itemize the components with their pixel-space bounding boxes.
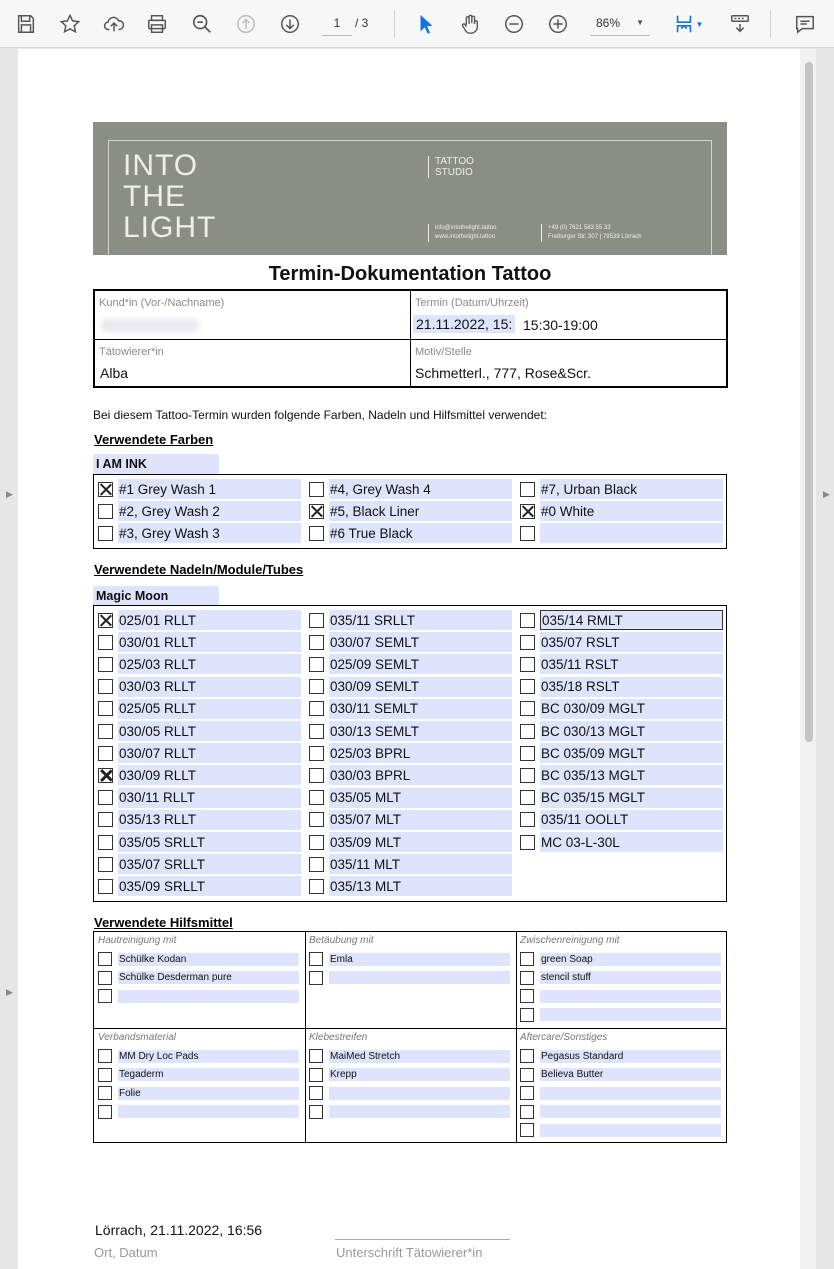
color-item[interactable] [520, 479, 723, 499]
aids-item[interactable] [520, 970, 721, 986]
needle-item[interactable] [309, 721, 512, 741]
needle-label[interactable]: 025/03 RLLT [118, 654, 301, 674]
aids-item-label[interactable]: stencil stuff [540, 971, 721, 984]
needle-checkbox[interactable] [309, 701, 324, 716]
color-checkbox[interactable] [309, 526, 324, 541]
aids-item[interactable] [520, 1007, 721, 1023]
needle-checkbox[interactable] [520, 701, 535, 716]
next-page-icon[interactable] [274, 8, 306, 40]
toolbar-divider [394, 10, 395, 38]
needle-label[interactable]: 025/09 SEMLT [329, 654, 512, 674]
zoom-out-icon[interactable] [498, 8, 530, 40]
aids-checkbox[interactable] [520, 1086, 534, 1100]
aids-item-label[interactable]: Emla [329, 953, 510, 966]
aids-item-label[interactable]: MaiMed Stretch [329, 1050, 510, 1063]
needle-checkbox[interactable] [309, 812, 324, 827]
aids-item[interactable] [98, 1085, 299, 1101]
aids-checkbox[interactable] [98, 952, 112, 966]
needles-section-title: Verwendete Nadeln/Module/Tubes [94, 562, 304, 577]
needle-item[interactable] [98, 832, 301, 852]
artist-label: Tätowierer*in [99, 346, 164, 358]
needle-label[interactable]: 035/11 SRLLT [329, 610, 512, 630]
appointment-info-table [93, 289, 728, 388]
needle-label[interactable]: 030/09 SEMLT [329, 677, 512, 697]
zoom-search-icon[interactable] [186, 8, 218, 40]
aids-item-label[interactable] [329, 1087, 510, 1100]
needle-checkbox[interactable] [520, 635, 535, 650]
color-label[interactable]: #6 True Black [329, 523, 512, 543]
needle-item[interactable] [309, 632, 512, 652]
needle-checkbox[interactable] [520, 790, 535, 805]
aids-item-label[interactable]: Schülke Desderman pure [118, 971, 299, 984]
aids-item[interactable] [98, 988, 299, 1004]
needle-item[interactable] [309, 810, 512, 830]
aids-checkbox[interactable] [309, 1068, 323, 1082]
needle-item[interactable] [309, 876, 512, 896]
needle-label[interactable]: 035/07 SRLLT [118, 854, 301, 874]
needle-item[interactable] [98, 699, 301, 719]
needle-checkbox[interactable] [309, 613, 324, 628]
place-date-label: Ort, Datum [94, 1245, 158, 1260]
previous-page-icon[interactable] [230, 8, 262, 40]
needle-label[interactable]: 035/13 RLLT [118, 810, 301, 830]
color-checkbox[interactable] [98, 504, 113, 519]
pdf-page [18, 49, 800, 1269]
color-item[interactable] [98, 479, 301, 499]
motif-cell[interactable] [411, 340, 726, 386]
color-item[interactable] [309, 479, 512, 499]
needle-item[interactable] [309, 765, 512, 785]
needle-label[interactable]: 030/11 SEMLT [329, 699, 512, 719]
needle-checkbox[interactable] [520, 679, 535, 694]
needle-item[interactable] [520, 743, 723, 763]
color-label[interactable]: #1 Grey Wash 1 [118, 479, 301, 499]
color-checkbox[interactable] [309, 504, 324, 519]
needle-item[interactable] [309, 743, 512, 763]
needle-item[interactable] [520, 810, 723, 830]
needle-item[interactable] [309, 677, 512, 697]
needle-checkbox[interactable] [98, 701, 113, 716]
needle-checkbox[interactable] [98, 857, 113, 872]
needle-item[interactable] [520, 788, 723, 808]
needle-checkbox[interactable] [309, 724, 324, 739]
needle-label[interactable]: 030/05 RLLT [118, 721, 301, 741]
needle-label[interactable]: 030/03 BPRL [329, 765, 512, 785]
aids-item[interactable] [98, 970, 299, 986]
needle-item[interactable] [309, 788, 512, 808]
needle-item[interactable] [309, 854, 512, 874]
needle-checkbox[interactable] [98, 679, 113, 694]
aids-item-label[interactable] [329, 1105, 510, 1118]
aids-checkbox[interactable] [98, 1086, 112, 1100]
select-cursor-icon[interactable] [410, 8, 442, 40]
client-name-cell[interactable] [95, 291, 410, 339]
fit-page-icon[interactable] [668, 8, 708, 40]
needle-item[interactable] [98, 721, 301, 741]
needle-label[interactable]: BC 030/09 MGLT [540, 699, 723, 719]
needle-item[interactable] [520, 677, 723, 697]
aids-checkbox[interactable] [98, 1068, 112, 1082]
save-icon[interactable] [10, 8, 42, 40]
needle-label[interactable]: 025/05 RLLT [118, 699, 301, 719]
aids-divider [305, 931, 306, 1143]
aids-item[interactable] [98, 1048, 299, 1064]
color-label[interactable]: #7, Urban Black [540, 479, 723, 499]
aids-group-label: Hautreinigung mit [98, 935, 177, 946]
aids-checkbox[interactable] [520, 1049, 534, 1063]
appointment-cell[interactable] [411, 291, 726, 339]
needle-item[interactable] [309, 699, 512, 719]
aids-item-label[interactable]: Krepp [329, 1068, 510, 1081]
needle-checkbox[interactable] [98, 657, 113, 672]
scroll-mode-icon[interactable] [724, 8, 756, 40]
needle-label[interactable]: 035/11 MLT [329, 854, 512, 874]
aids-item[interactable] [520, 1048, 721, 1064]
needle-label[interactable]: 035/05 SRLLT [118, 832, 301, 852]
needle-item[interactable] [98, 610, 301, 630]
expand-left-panel-icon[interactable]: ▶ [6, 987, 13, 997]
needle-checkbox[interactable] [520, 657, 535, 672]
toolbar-divider [770, 10, 771, 38]
needle-checkbox[interactable] [98, 746, 113, 761]
aids-item-label[interactable] [118, 1105, 299, 1118]
needle-item[interactable] [98, 654, 301, 674]
color-checkbox[interactable] [309, 482, 324, 497]
studio-tagline: TATTOO STUDIO [428, 156, 474, 178]
needle-item[interactable] [98, 632, 301, 652]
aids-item[interactable] [309, 970, 510, 986]
aids-group-label: Klebestreifen [309, 1032, 368, 1043]
needle-label[interactable]: 025/03 BPRL [329, 743, 512, 763]
color-item[interactable] [520, 501, 723, 521]
needle-checkbox[interactable] [98, 724, 113, 739]
needle-item[interactable] [520, 632, 723, 652]
needle-label[interactable]: 035/14 RMLT [540, 610, 723, 630]
needle-checkbox[interactable] [309, 879, 324, 894]
needle-label[interactable]: 030/09 RLLT [118, 765, 301, 785]
color-item[interactable] [98, 501, 301, 521]
aids-checkbox[interactable] [309, 1086, 323, 1100]
color-label[interactable]: #5, Black Liner [329, 501, 512, 521]
color-label[interactable]: #4, Grey Wash 4 [329, 479, 512, 499]
color-label[interactable]: #0 White [540, 501, 723, 521]
needle-item[interactable] [309, 654, 512, 674]
needle-item[interactable] [98, 765, 301, 785]
needle-checkbox[interactable] [520, 724, 535, 739]
needle-item[interactable] [520, 654, 723, 674]
needle-checkbox[interactable] [309, 746, 324, 761]
aids-item[interactable] [98, 1067, 299, 1083]
aids-item[interactable] [520, 1122, 721, 1138]
aids-item[interactable] [520, 1067, 721, 1083]
aids-item-label[interactable]: MM Dry Loc Pads [118, 1050, 299, 1063]
needle-label[interactable]: 035/11 RSLT [540, 654, 723, 674]
needle-label[interactable]: 035/05 MLT [329, 788, 512, 808]
needle-item[interactable] [98, 876, 301, 896]
color-checkbox[interactable] [98, 482, 113, 497]
needle-checkbox[interactable] [98, 790, 113, 805]
needle-label[interactable]: BC 035/13 MGLT [540, 765, 723, 785]
aids-item-label[interactable]: Believa Butter [540, 1068, 721, 1081]
intro-text: Bei diesem Tattoo-Termin wurden folgende Farben, Nadeln und Hilfsmittel verwendet: [93, 408, 548, 422]
page-number-input[interactable] [322, 10, 352, 36]
contact-address: +49 (0) 7621 583 55 33 Freiburger Str. 307 | 79539 Lörrach [541, 224, 642, 242]
signature-line [335, 1239, 510, 1240]
toolbar [0, 0, 834, 48]
contact-web: info@intothelight.tattoo www.intothelight.tattoo [428, 224, 496, 242]
left-panel-gutter [0, 49, 18, 1269]
client-name-redacted [101, 319, 199, 332]
document-title: Termin-Dokumentation Tattoo [268, 263, 552, 285]
color-item[interactable] [520, 523, 723, 543]
aids-item[interactable] [98, 951, 299, 967]
aids-item[interactable] [520, 988, 721, 1004]
aids-item-label[interactable] [540, 1105, 721, 1118]
aids-checkbox[interactable] [520, 1105, 534, 1119]
expand-right-panel-icon[interactable]: ▶ [823, 489, 830, 499]
aids-item-label[interactable]: green Soap [540, 953, 721, 966]
aids-item[interactable] [309, 1085, 510, 1101]
aids-item-label[interactable] [329, 971, 510, 984]
scrollbar-thumb[interactable] [805, 62, 813, 742]
needle-label[interactable]: 030/07 SEMLT [329, 632, 512, 652]
needle-label[interactable]: 030/03 RLLT [118, 677, 301, 697]
aids-checkbox[interactable] [520, 1008, 534, 1022]
needle-checkbox[interactable] [520, 613, 535, 628]
right-panel-gutter [816, 49, 834, 1269]
needle-item[interactable] [520, 832, 723, 852]
aids-checkbox[interactable] [520, 952, 534, 966]
needle-label[interactable]: 035/09 MLT [329, 832, 512, 852]
client-name-label: Kund*in (Vor-/Nachname) [99, 297, 225, 309]
needle-label[interactable]: 030/01 RLLT [118, 632, 301, 652]
color-item[interactable] [98, 523, 301, 543]
color-item[interactable] [309, 501, 512, 521]
appointment-time-field[interactable]: 15:30-19:00 [523, 317, 598, 333]
needle-checkbox[interactable] [98, 613, 113, 628]
print-icon[interactable] [141, 8, 173, 40]
color-label[interactable] [540, 523, 723, 543]
colors-brand: I AM INK [93, 454, 219, 474]
needle-checkbox[interactable] [98, 835, 113, 850]
needle-checkbox[interactable] [520, 812, 535, 827]
needle-checkbox[interactable] [98, 812, 113, 827]
needle-checkbox[interactable] [98, 768, 113, 783]
aids-group-label: Aftercare/Sonstiges [520, 1032, 608, 1043]
needle-label[interactable]: 030/07 RLLT [118, 743, 301, 763]
needle-checkbox[interactable] [520, 768, 535, 783]
needle-item[interactable] [520, 765, 723, 785]
color-checkbox[interactable] [520, 504, 535, 519]
aids-item-label[interactable] [118, 990, 299, 1003]
motif-label: Motiv/Stelle [415, 346, 472, 358]
color-checkbox[interactable] [520, 526, 535, 541]
colors-section-title: Verwendete Farben [94, 432, 214, 447]
needle-checkbox[interactable] [520, 835, 535, 850]
aids-group-label: Betäubung mit [309, 935, 374, 946]
aids-item[interactable] [309, 1067, 510, 1083]
color-checkbox[interactable] [520, 482, 535, 497]
page-total: / 3 [355, 16, 369, 30]
appointment-label: Termin (Datum/Uhrzeit) [415, 297, 529, 309]
needle-label[interactable]: MC 03-L-30L [540, 832, 723, 852]
needle-checkbox[interactable] [98, 635, 113, 650]
needle-label[interactable]: 025/01 RLLT [118, 610, 301, 630]
needle-label[interactable]: 030/13 SEMLT [329, 721, 512, 741]
aids-item[interactable] [520, 951, 721, 967]
needle-label[interactable]: 035/18 RSLT [540, 677, 723, 697]
needle-item[interactable] [309, 832, 512, 852]
color-item[interactable] [309, 523, 512, 543]
aids-item[interactable] [309, 951, 510, 967]
needle-label[interactable]: 030/11 RLLT [118, 788, 301, 808]
needle-checkbox[interactable] [309, 635, 324, 650]
aids-checkbox[interactable] [309, 952, 323, 966]
zoom-in-icon[interactable] [542, 8, 574, 40]
color-checkbox[interactable] [98, 526, 113, 541]
aids-checkbox[interactable] [309, 1105, 323, 1119]
aids-item-label[interactable] [540, 1008, 721, 1021]
aids-item-label[interactable] [540, 1124, 721, 1137]
needle-checkbox[interactable] [309, 790, 324, 805]
aids-checkbox[interactable] [98, 989, 112, 1003]
zoom-level-value: 86% [596, 15, 621, 30]
needles-brand: Magic Moon [93, 586, 219, 606]
needle-item[interactable] [98, 677, 301, 697]
aids-item[interactable] [520, 1085, 721, 1101]
studio-banner [93, 122, 727, 255]
needle-checkbox[interactable] [98, 879, 113, 894]
needle-label[interactable]: BC 035/09 MGLT [540, 743, 723, 763]
expand-left-panel-icon[interactable]: ▶ [6, 489, 13, 499]
aids-checkbox[interactable] [520, 1123, 534, 1137]
needle-checkbox[interactable] [309, 679, 324, 694]
appointment-date-field[interactable]: 21.11.2022, 15: [413, 315, 515, 333]
needle-label[interactable]: BC 035/15 MGLT [540, 788, 723, 808]
needle-checkbox[interactable] [309, 768, 324, 783]
needle-checkbox[interactable] [309, 835, 324, 850]
aids-item-label[interactable]: Schülke Kodan [118, 953, 299, 966]
aids-item-label[interactable] [540, 990, 721, 1003]
needle-item[interactable] [520, 721, 723, 741]
needle-checkbox[interactable] [309, 657, 324, 672]
aids-checkbox[interactable] [520, 989, 534, 1003]
needle-label[interactable]: 035/09 SRLLT [118, 876, 301, 896]
bookmark-star-icon[interactable] [54, 8, 86, 40]
needle-checkbox[interactable] [520, 746, 535, 761]
needle-label[interactable]: 035/13 MLT [329, 876, 512, 896]
needle-item[interactable] [520, 610, 723, 630]
aids-checkbox[interactable] [98, 1105, 112, 1119]
aids-item[interactable] [309, 1104, 510, 1120]
aids-group-label: Verbandsmaterial [98, 1032, 177, 1043]
comment-icon[interactable] [789, 8, 821, 40]
needle-item[interactable] [309, 610, 512, 630]
signature-label: Unterschrift Tätowierer*in [336, 1245, 483, 1260]
aids-checkbox[interactable] [520, 971, 534, 985]
upload-cloud-icon[interactable] [98, 8, 130, 40]
needle-label[interactable]: 035/07 MLT [329, 810, 512, 830]
needle-label[interactable]: 035/11 OOLLT [540, 810, 723, 830]
artist-cell[interactable] [95, 340, 410, 386]
needle-label[interactable]: BC 030/13 MGLT [540, 721, 723, 741]
zoom-level-select[interactable] [590, 10, 650, 36]
aids-item[interactable] [520, 1104, 721, 1120]
aids-divider [516, 931, 517, 1143]
aids-item-label[interactable] [540, 1087, 721, 1100]
needle-item[interactable] [98, 810, 301, 830]
needle-item[interactable] [98, 788, 301, 808]
place-date-field[interactable]: Lörrach, 21.11.2022, 16:56 [95, 1222, 263, 1238]
hand-tool-icon[interactable] [454, 8, 486, 40]
chevron-down-icon: ▼ [636, 18, 644, 27]
needle-item[interactable] [520, 699, 723, 719]
motif-field[interactable]: Schmetterl., 777, Rose&Scr. [415, 365, 591, 381]
aids-divider [93, 1028, 727, 1029]
aids-item-label[interactable]: Tegaderm [118, 1068, 299, 1081]
aids-item-label[interactable]: Folie [118, 1087, 299, 1100]
aids-checkbox[interactable] [520, 1068, 534, 1082]
needle-checkbox[interactable] [309, 857, 324, 872]
color-label[interactable]: #2, Grey Wash 2 [118, 501, 301, 521]
needle-item[interactable] [98, 743, 301, 763]
studio-logo: INTO THE LIGHT [123, 149, 217, 244]
aids-checkbox[interactable] [309, 1049, 323, 1063]
aids-item-label[interactable]: Pegasus Standard [540, 1050, 721, 1063]
aids-checkbox[interactable] [98, 1049, 112, 1063]
aids-item[interactable] [309, 1048, 510, 1064]
aids-checkbox[interactable] [98, 971, 112, 985]
needle-label[interactable]: 035/07 RSLT [540, 632, 723, 652]
aids-group-label: Zwischenreinigung mit [520, 935, 620, 946]
color-label[interactable]: #3, Grey Wash 3 [118, 523, 301, 543]
needle-item[interactable] [98, 854, 301, 874]
chevron-down-icon: ▼ [695, 19, 704, 29]
aids-checkbox[interactable] [309, 971, 323, 985]
aids-section-title: Verwendete Hilfsmittel [94, 915, 233, 930]
artist-field[interactable]: Alba [100, 365, 129, 381]
aids-item[interactable] [98, 1104, 299, 1120]
